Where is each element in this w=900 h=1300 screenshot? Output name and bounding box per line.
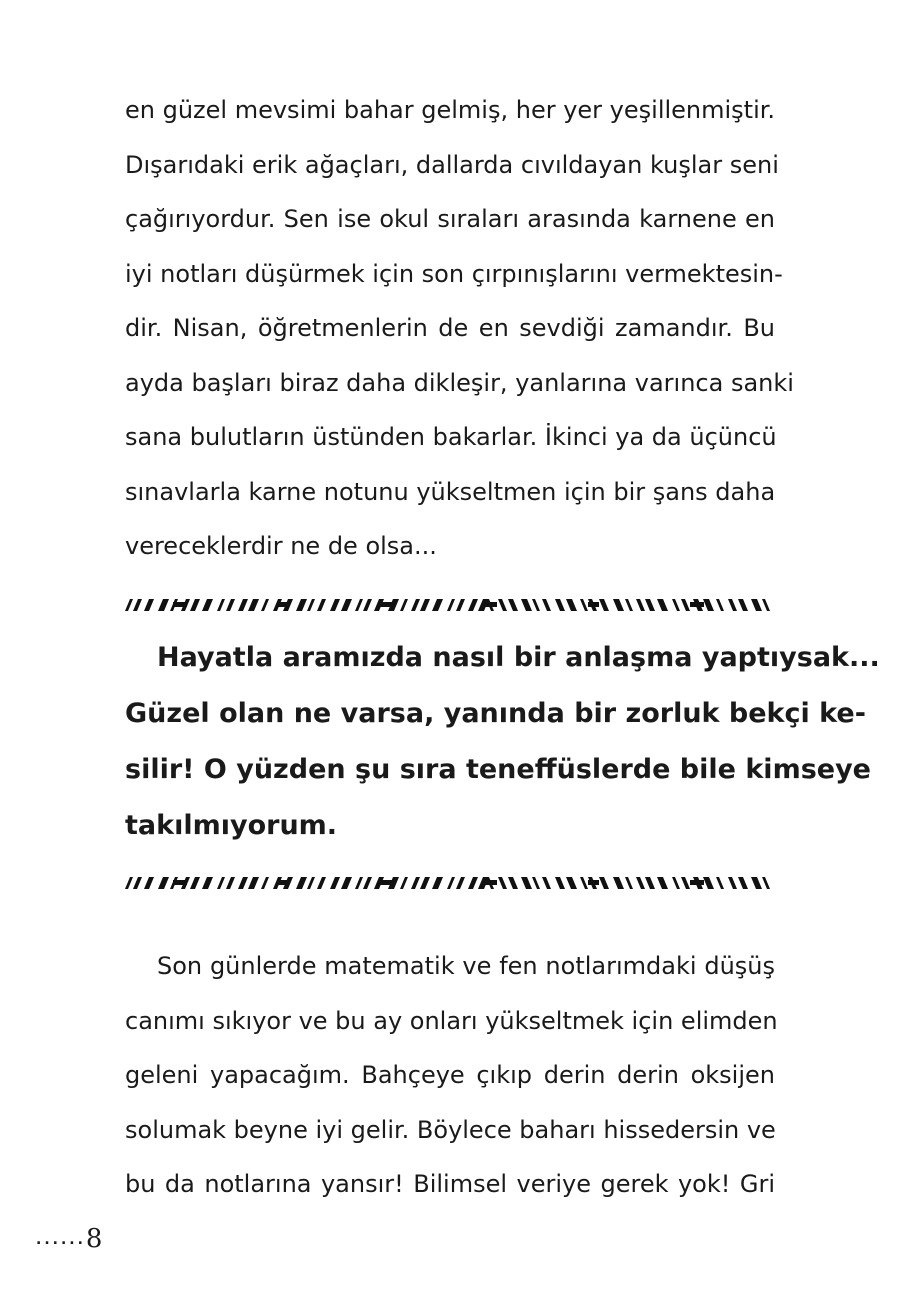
divider-stroke	[716, 877, 724, 889]
divider-stroke	[508, 599, 518, 611]
divider-stroke	[716, 599, 724, 611]
divider-stroke	[317, 877, 326, 889]
divider-stroke	[307, 599, 315, 611]
divider-stroke	[238, 599, 248, 611]
divider-stroke	[555, 599, 565, 611]
divider-stroke	[599, 877, 609, 889]
divider-stroke	[420, 877, 430, 889]
divider-stroke	[190, 877, 200, 889]
divider-stroke	[681, 877, 690, 889]
divider-stroke	[681, 599, 690, 611]
text-line: sınavlarla karne notunu yükseltmen için bir şans daha	[125, 477, 776, 506]
divider-stroke	[636, 599, 645, 611]
text-line: iyi notları düşürmek için son çırpınışlarını vermektesin-	[125, 259, 783, 288]
divider-stroke	[566, 599, 577, 611]
divider-stroke	[341, 599, 352, 611]
divider-stroke	[226, 599, 235, 611]
divider-stroke	[738, 877, 748, 889]
divider-stroke	[296, 599, 307, 611]
divider-stroke	[125, 599, 133, 611]
text-line: geleni yapacağım. Bahçeye çıkıp derin derin oksijen	[125, 1061, 775, 1089]
divider-stroke	[762, 877, 770, 889]
divider-stroke	[521, 599, 532, 611]
quote-line: takılmıyorum.	[125, 810, 338, 841]
page-number: 8	[85, 1224, 104, 1254]
divider-stroke	[498, 877, 507, 889]
text-line: ayda başları biraz daha dikleşir, yanlarına varınca sanki	[125, 368, 794, 397]
text-line: sana bulutların üstünden bakarlar. İkinci ya da üçüncü	[125, 423, 777, 451]
divider-stroke	[728, 599, 737, 611]
quote-block	[125, 630, 880, 854]
divider-stroke	[330, 877, 340, 889]
text-line: çağırıyordur. Sen ise okul sıraları arasında karnene en	[125, 205, 775, 233]
divider-stroke	[657, 599, 668, 611]
divider-stroke	[703, 877, 714, 889]
divider-stroke	[456, 599, 465, 611]
divider-stroke	[158, 599, 169, 611]
quote-line: silir! O yüzden şu sıra teneffüslerde bile kimseye	[125, 754, 871, 785]
divider-stroke	[625, 599, 633, 611]
divider-stroke	[400, 599, 408, 611]
divider-stroke	[144, 599, 154, 611]
divider-stroke	[248, 877, 259, 889]
divider-stroke	[202, 599, 213, 611]
divider-stroke	[580, 599, 588, 611]
quote-line: Hayatla aramızda nasıl bir anlaşma yaptıysak...	[157, 642, 880, 673]
divider-stroke	[248, 599, 259, 611]
divider-stroke	[133, 877, 142, 889]
divider-stroke	[532, 877, 540, 889]
divider-stroke	[521, 877, 532, 889]
text-line: Dışarıdaki erik ağaçları, dallarda cıvıldayan kuşlar seni	[125, 150, 779, 179]
divider-stroke	[636, 877, 645, 889]
divider-stroke	[432, 877, 443, 889]
divider-stroke	[432, 599, 443, 611]
divider-stroke	[599, 599, 609, 611]
divider-stroke	[217, 877, 225, 889]
divider-stroke	[411, 877, 420, 889]
divider-stroke	[580, 877, 588, 889]
divider-stroke	[532, 599, 540, 611]
divider-stroke	[190, 599, 200, 611]
text-line: vereceklerdir ne de olsa...	[125, 532, 437, 560]
divider-stroke	[542, 877, 551, 889]
divider-stroke	[355, 599, 363, 611]
divider-stroke	[226, 877, 235, 889]
divider-stroke	[363, 599, 372, 611]
text-line: dir. Nisan, öğretmenlerin de en sevdiği zamandır. Bu	[125, 314, 775, 342]
divider-stroke	[296, 877, 307, 889]
divider-stroke	[447, 599, 455, 611]
body-paragraph-3	[125, 939, 778, 1212]
divider-stroke	[238, 877, 248, 889]
page-footer	[36, 1224, 103, 1254]
divider-stroke	[542, 599, 551, 611]
decorative-divider	[125, 876, 775, 890]
divider-stroke	[703, 599, 714, 611]
divider-stroke	[728, 877, 737, 889]
divider-stroke	[447, 877, 455, 889]
divider-stroke	[307, 877, 315, 889]
divider-stroke	[420, 599, 430, 611]
divider-stroke	[133, 599, 142, 611]
divider-stroke	[317, 599, 326, 611]
divider-stroke	[341, 877, 352, 889]
text-line: canımı sıkıyor ve bu ay onları yükseltmek için elimden	[125, 1006, 778, 1035]
divider-stroke	[202, 877, 213, 889]
divider-stroke	[672, 877, 680, 889]
divider-stroke	[645, 599, 655, 611]
divider-stroke	[613, 877, 624, 889]
divider-stroke	[762, 599, 770, 611]
divider-stroke	[355, 877, 363, 889]
divider-stroke	[456, 877, 465, 889]
divider-stroke	[738, 599, 748, 611]
text-line: bu da notlarına yansır! Bilimsel veriye gerek yok! Gri	[125, 1170, 775, 1198]
divider-stroke	[468, 877, 478, 889]
divider-stroke	[330, 599, 340, 611]
text-line: Son günlerde matematik ve fen notlarımdaki düşüş	[157, 952, 775, 980]
divider-stroke	[125, 877, 133, 889]
divider-stroke	[613, 599, 624, 611]
divider-stroke	[363, 877, 372, 889]
text-line: en güzel mevsimi bahar gelmiş, her yer yeşillenmiştir.	[125, 96, 776, 124]
text-line: solumak beyne iyi gelir. Böylece baharı hissedersin ve	[125, 1115, 776, 1144]
divider-stroke	[468, 599, 478, 611]
quote-line: Güzel olan ne varsa, yanında bir zorluk bekçi ke-	[125, 698, 866, 729]
divider-stroke	[144, 877, 154, 889]
divider-stroke	[751, 599, 762, 611]
divider-stroke	[566, 877, 577, 889]
divider-stroke	[217, 599, 225, 611]
divider-stroke	[261, 599, 269, 611]
divider-stroke	[158, 877, 169, 889]
footer-dots: ......	[36, 1232, 86, 1248]
divider-stroke	[261, 877, 269, 889]
divider-stroke	[508, 877, 518, 889]
divider-stroke	[645, 877, 655, 889]
decorative-divider	[125, 598, 775, 612]
divider-stroke	[411, 599, 420, 611]
divider-stroke	[400, 877, 408, 889]
divider-stroke	[555, 877, 565, 889]
divider-stroke	[498, 599, 507, 611]
divider-stroke	[657, 877, 668, 889]
divider-stroke	[625, 877, 633, 889]
body-paragraph-1	[125, 83, 794, 574]
divider-stroke	[672, 599, 680, 611]
divider-stroke	[751, 877, 762, 889]
